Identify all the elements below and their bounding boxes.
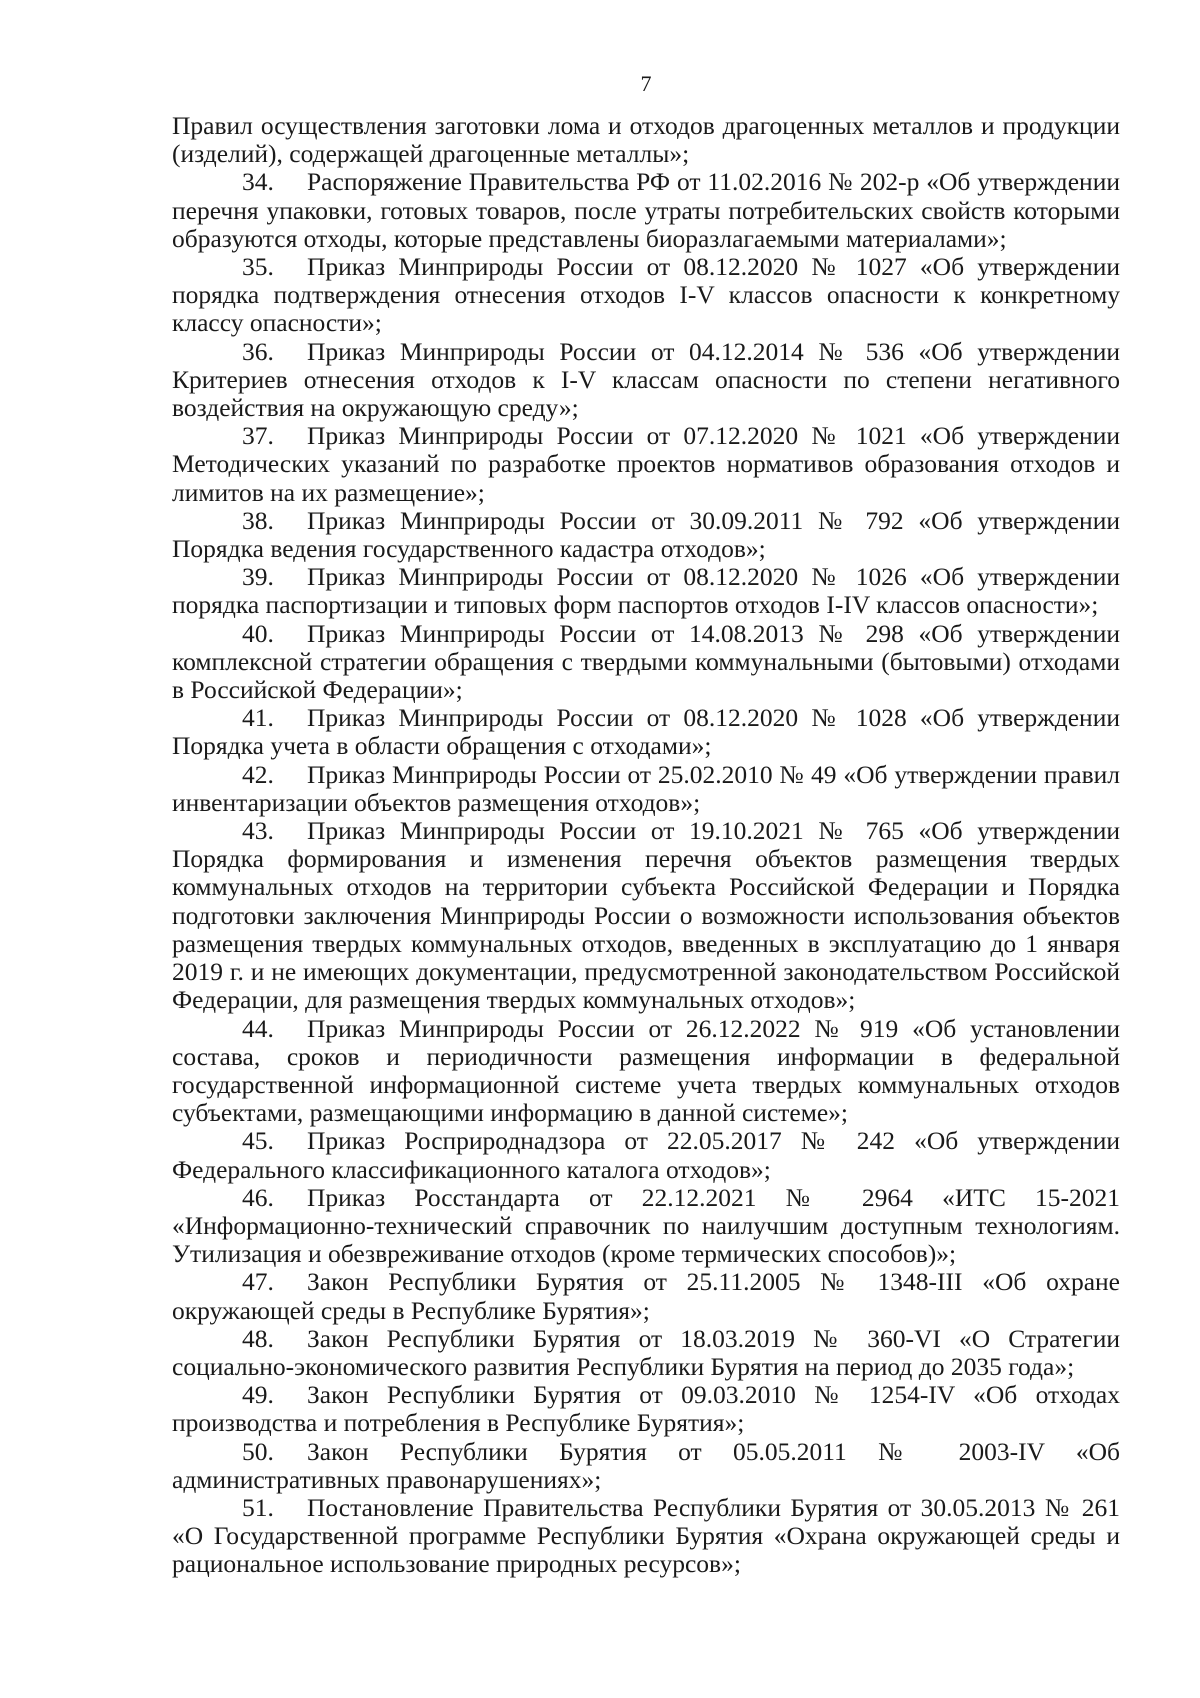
list-item bbox=[172, 620, 1120, 705]
list-item-number: 37. bbox=[242, 421, 274, 451]
list-item-text: Приказ Минприроды России от 04.12.2014 № 536 «Об утверждении Критериев отнесения отходов к I-V классам опасности по степени негативного воздействия на окружающую среду»; bbox=[172, 336, 1120, 423]
lead-in-paragraph: Правил осуществления заготовки лома и отходов драгоценных металлов и продукции (изделий), содержащей драгоценные металлы»; bbox=[172, 111, 1120, 169]
list-item-number: 48. bbox=[242, 1323, 274, 1353]
list-item-text: Приказ Минприроды России от 14.08.2013 № 298 «Об утверждении комплексной стратегии обращения с твердыми коммунальными (бытовыми) отходами в Российской Федерации»; bbox=[172, 618, 1120, 705]
list-item bbox=[172, 1438, 1120, 1494]
list-item-text: Приказ Росприроднадзора от 22.05.2017 № 242 «Об утверждении Федерального классификационного каталога отходов»; bbox=[172, 1126, 1120, 1184]
list-item bbox=[172, 1184, 1120, 1269]
list-item bbox=[172, 253, 1120, 338]
list-item-text: Постановление Правительства Республики Бурятия от 30.05.2013 № 261 «О Государственной программе Республики Бурятия «Охрана окружающей среды и рациональное использование природных ресурсов»; bbox=[172, 1492, 1120, 1579]
list-item bbox=[172, 1268, 1120, 1324]
page-number: 7 bbox=[640, 71, 652, 96]
list-item-text: Закон Республики Бурятия от 09.03.2010 № 1254-IV «Об отходах производства и потребления в Республике Бурятия»; bbox=[172, 1380, 1120, 1438]
list-item-number: 47. bbox=[242, 1267, 274, 1297]
list-item-text: Закон Республики Бурятия от 05.05.2011 № 2003-IV «Об административных правонарушениях»; bbox=[172, 1436, 1120, 1494]
list-item-number: 39. bbox=[242, 562, 274, 592]
list-item-text: Приказ Минприроды России от 30.09.2011 № 792 «Об утверждении Порядка ведения государственного кадастра отходов»; bbox=[172, 505, 1120, 564]
list-item-text: Закон Республики Бурятия от 25.11.2005 № 1348-III «Об охране окружающей среды в Республике Бурятия»; bbox=[172, 1267, 1120, 1325]
list-item-text: Приказ Минприроды России от 07.12.2020 № 1021 «Об утверждении Методических указаний по разработке проектов нормативов образования отходов и лимитов на их размещение»; bbox=[172, 421, 1120, 507]
list-item bbox=[172, 563, 1120, 619]
document-page bbox=[172, 70, 1120, 1579]
list-item-number: 46. bbox=[242, 1182, 274, 1212]
list-item-number: 42. bbox=[242, 759, 274, 789]
list-item bbox=[172, 817, 1120, 1014]
list-item bbox=[172, 704, 1120, 760]
list-item bbox=[172, 422, 1120, 507]
list-item-number: 40. bbox=[242, 618, 274, 648]
list-item-text: Приказ Минприроды России от 19.10.2021 № 765 «Об утверждении Порядка формирования и изменения перечня объектов размещения твердых коммунальных отходов на территории субъекта Российской Федерации и Порядка подготовки заключения Минприроды России о возможности использования объектов размещения твердых коммунальных отходов, введенных в эксплуатацию до 1 января 2019 г. и не имеющих документации, предусмотренной законодательством Российской Федерации, для размещения твердых коммунальных отходов»; bbox=[172, 816, 1120, 1015]
list-item bbox=[172, 1325, 1120, 1381]
list-item-text: Закон Республики Бурятия от 18.03.2019 № 360-VI «О Стратегии социально-экономического развития Республики Бурятия на период до 2035 года»; bbox=[172, 1323, 1120, 1381]
list-item bbox=[172, 168, 1120, 253]
legal-acts-list bbox=[172, 168, 1120, 1578]
list-item-number: 41. bbox=[242, 703, 274, 733]
list-item bbox=[172, 1381, 1120, 1437]
list-item-number: 35. bbox=[242, 252, 274, 282]
list-item bbox=[172, 338, 1120, 423]
list-item-number: 34. bbox=[242, 167, 274, 197]
list-item bbox=[172, 1494, 1120, 1579]
list-item-number: 36. bbox=[242, 336, 274, 366]
list-item-number: 49. bbox=[242, 1380, 274, 1410]
list-item-number: 51. bbox=[242, 1492, 274, 1522]
list-item-text: Приказ Минприроды России от 08.12.2020 № 1026 «Об утверждении порядка паспортизации и типовых форм паспортов отходов I-IV классов опасности»; bbox=[172, 562, 1120, 620]
list-item-text: Распоряжение Правительства РФ от 11.02.2016 № 202-р «Об утверждении перечня упаковки, готовых товаров, после утраты потребительских свойств которыми образуются отходы, которые представлены биоразлагаемыми материалами»; bbox=[172, 167, 1120, 253]
list-item-number: 43. bbox=[242, 816, 274, 846]
list-item-number: 44. bbox=[242, 1013, 274, 1043]
list-item-text: Приказ Минприроды России от 08.12.2020 № 1028 «Об утверждении Порядка учета в области обращения с отходами»; bbox=[172, 703, 1120, 761]
list-item-text: Приказ Минприроды России от 25.02.2010 № 49 «Об утверждении правил инвентаризации объектов размещения отходов»; bbox=[172, 759, 1120, 817]
list-item bbox=[172, 1127, 1120, 1183]
list-item-text: Приказ Минприроды России от 26.12.2022 № 919 «Об установлении состава, сроков и периодичности размещения информации в федеральной государственной информационной системе учета твердых коммунальных отходов субъектами, размещающими информацию в данной системе»; bbox=[172, 1013, 1120, 1128]
list-item-number: 38. bbox=[242, 505, 274, 535]
list-item-number: 45. bbox=[242, 1126, 274, 1156]
list-item bbox=[172, 507, 1120, 563]
list-item bbox=[172, 1015, 1120, 1128]
list-item-text: Приказ Росстандарта от 22.12.2021 № 2964 «ИТС 15-2021 «Информационно-технический справочник по наилучшим доступным технологиям. Утилизация и обезвреживание отходов (кроме термических способов)»; bbox=[172, 1182, 1120, 1269]
list-item-number: 50. bbox=[242, 1436, 274, 1466]
list-item-text: Приказ Минприроды России от 08.12.2020 № 1027 «Об утверждении порядка подтверждения отнесения отходов I-V классов опасности к конкретному классу опасности»; bbox=[172, 252, 1120, 338]
list-item bbox=[172, 761, 1120, 817]
